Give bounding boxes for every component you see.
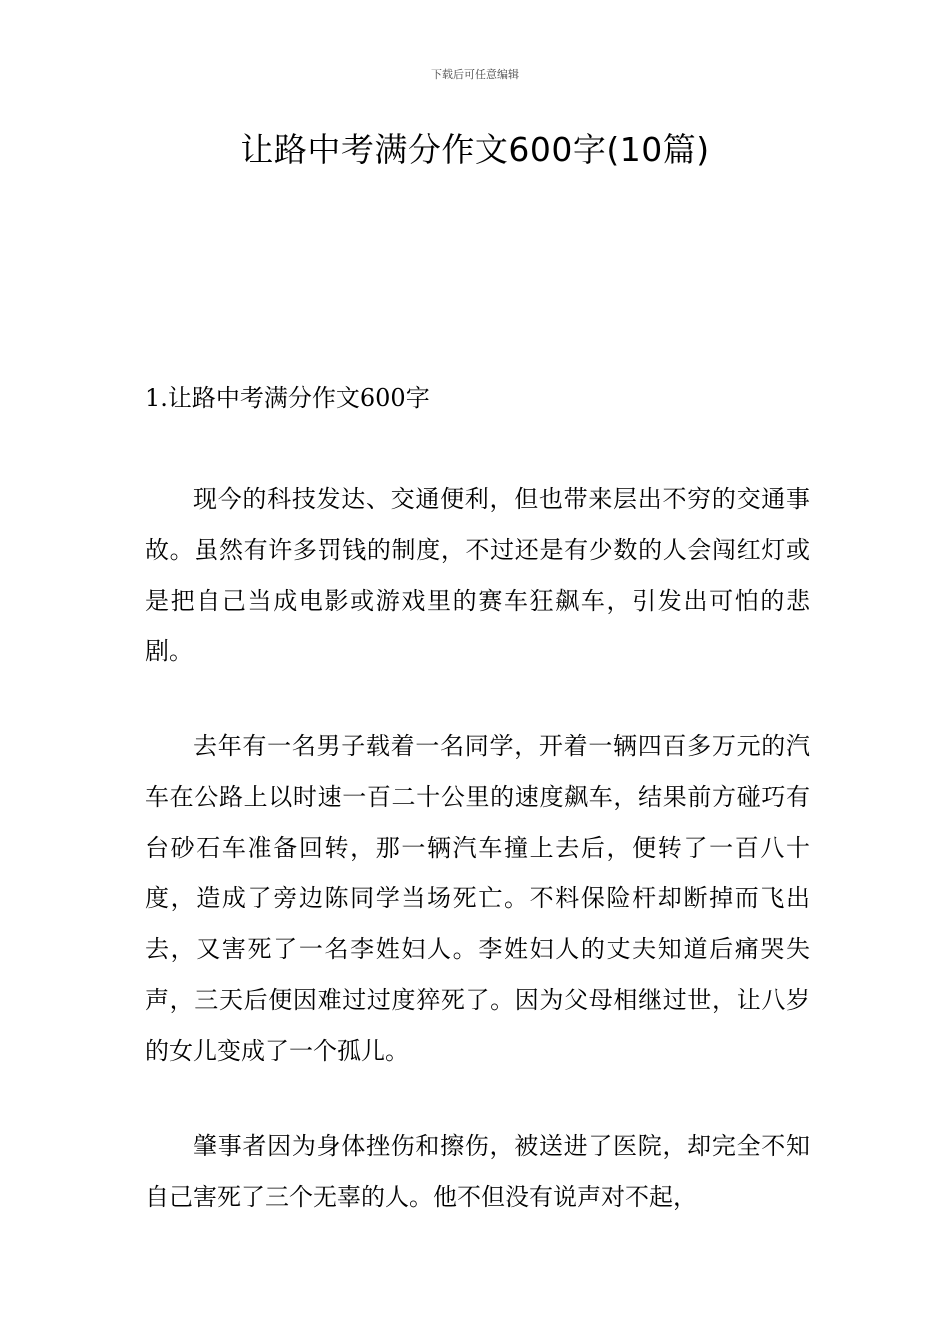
- paragraph-3: 肇事者因为身体挫伤和擦伤，被送进了医院，却完全不知自己害死了三个无辜的人。他不但没有说声对不起，: [145, 1132, 810, 1211]
- paragraph-2: 去年有一名男子载着一名同学，开着一辆四百多万元的汽车在公路上以时速一百二十公里的速度飙车，结果前方碰巧有台砂石车准备回转，那一辆汽车撞上去后，便转了一百八十度，造成了旁边陈同学当场死亡。不料保险杆却断掉而飞出去，又害死了一名李姓妇人。李姓妇人的丈夫知道后痛哭失声，三天后便因难过过度猝死了。因为父母相继过世，让八岁的女儿变成了一个孤儿。: [145, 732, 810, 1065]
- paragraph-1: 现今的科技发达、交通便利，但也带来层出不穷的交通事故。虽然有许多罚钱的制度，不过还是有少数的人会闯红灯或是把自己当成电影或游戏里的赛车狂飙车，引发出可怕的悲剧。: [145, 485, 810, 666]
- document-title: 让路中考满分作文600字(10篇): [240, 130, 710, 169]
- section-heading: 1.让路中考满分作文600字: [145, 384, 430, 412]
- header-note: 下载后可任意编辑: [431, 68, 519, 81]
